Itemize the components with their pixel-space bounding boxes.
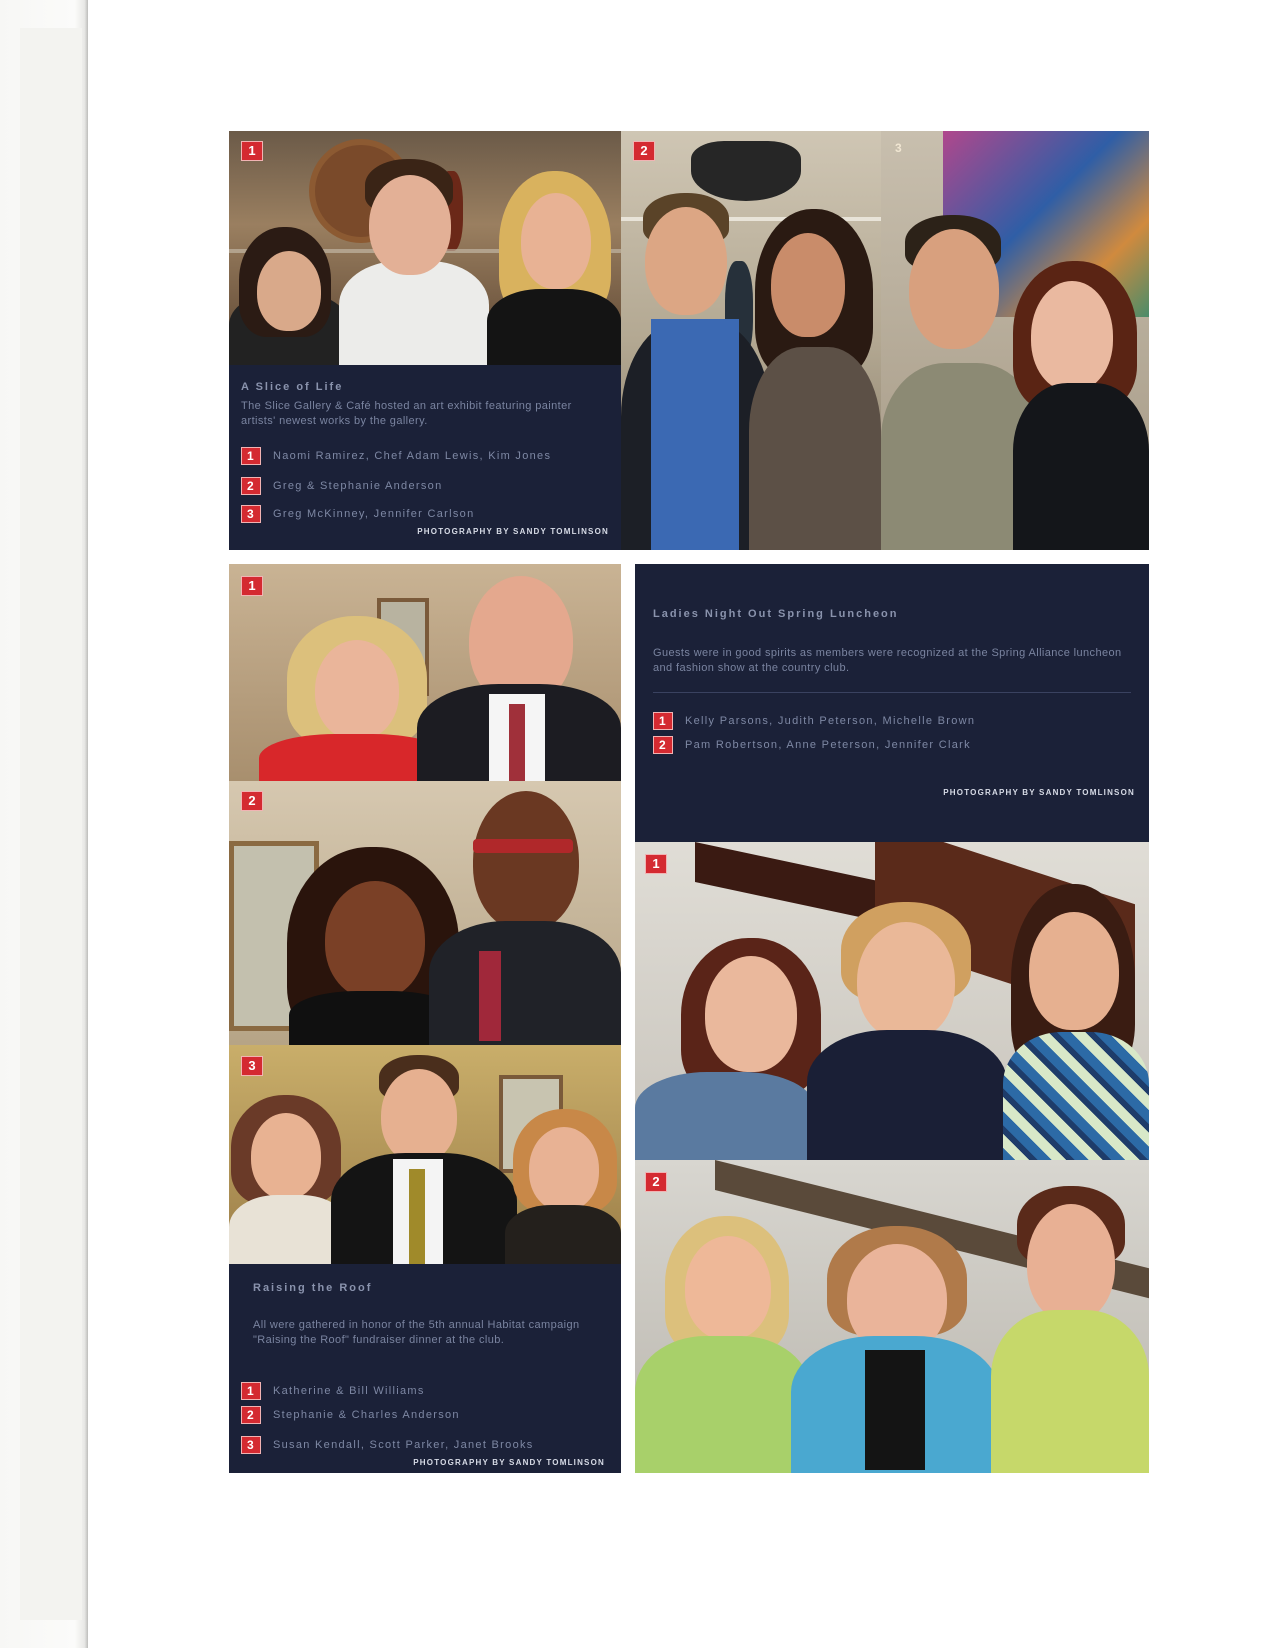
person-face [645,207,727,315]
necktie [409,1169,425,1264]
caption-names: Kelly Parsons, Judith Peterson, Michelle Brown [685,715,976,727]
caption-number: 2 [653,736,673,754]
left-column [229,564,621,1473]
black-top [865,1350,925,1470]
caption-names: Katherine & Bill Williams [273,1385,425,1397]
right-column [635,564,1149,1473]
person-body [1013,383,1149,550]
person-body [635,1336,811,1473]
person-face [529,1127,599,1211]
necktie [509,704,525,781]
caption-title: Ladies Night Out Spring Luncheon [653,608,899,620]
decor-pot [691,141,801,201]
person-face [381,1069,457,1163]
person-body [429,921,621,1045]
caption-number: 2 [241,477,261,495]
caption-row [241,1406,460,1424]
person-face [257,251,321,331]
photo-number-badge: 2 [633,141,655,161]
top-photo-1 [229,131,621,365]
caption-number: 3 [241,505,261,523]
top-photo-3 [881,131,1149,550]
right-photo-1 [635,842,1149,1160]
person-face [685,1236,771,1340]
person-face [473,791,579,931]
left-photo-3 [229,1045,621,1264]
caption-row [241,505,475,523]
person-body [807,1030,1007,1160]
caption-row [241,1436,534,1454]
person-body [339,261,489,365]
caption-names: Susan Kendall, Scott Parker, Janet Brooks [273,1439,534,1451]
caption-description: Guests were in good spirits as members were recognized at the Spring Alliance luncheon and fashion show at the country club. [653,647,1122,674]
divider [653,692,1131,693]
necktie [479,951,501,1041]
photo-number-badge: 1 [241,576,263,596]
photo-number-badge: 3 [241,1056,263,1076]
caption-title: Raising the Roof [253,1282,373,1294]
top-photo-2 [621,131,881,550]
top-spread [229,131,1149,550]
caption-names: Greg & Stephanie Anderson [273,480,443,492]
person-body [991,1310,1149,1473]
person-face [1029,912,1119,1030]
caption-row [653,736,971,754]
person-face [1027,1204,1115,1322]
photo-credit: PHOTOGRAPHY BY SANDY TOMLINSON [417,527,609,536]
person-face [705,956,797,1072]
caption-names: Naomi Ramirez, Chef Adam Lewis, Kim Jones [273,450,552,462]
caption-row [241,1382,425,1400]
caption-number: 1 [241,1382,261,1400]
person-body [635,1072,815,1160]
caption-names: Pam Robertson, Anne Peterson, Jennifer Clark [685,739,971,751]
person-body [1003,1032,1149,1160]
caption-description: All were gathered in honor of the 5th annual Habitat campaign "Raising the Roof" fundraiser dinner at the club. [253,1319,580,1346]
person-face [521,193,591,289]
person-body [505,1205,621,1264]
photo-number-badge: 2 [645,1172,667,1192]
person-body [487,289,621,365]
person-face [909,229,999,349]
caption-number: 2 [241,1406,261,1424]
caption-number: 1 [241,447,261,465]
caption-names: Stephanie & Charles Anderson [273,1409,460,1421]
person-face [251,1113,321,1199]
left-photo-1 [229,564,621,781]
photo-number-badge: 1 [241,141,263,161]
person-face [325,881,425,999]
caption-row [241,447,551,465]
left-photo-2 [229,781,621,1045]
person-face [771,233,845,337]
caption-description: The Slice Gallery & Café hosted an art exhibit featuring painter artists' newest works by the gallery. [241,400,572,427]
photo-credit: PHOTOGRAPHY BY SANDY TOMLINSON [943,788,1135,797]
left-caption-box [229,1264,621,1473]
blue-shirt [651,319,739,550]
caption-number: 1 [653,712,673,730]
right-caption-box [635,564,1149,842]
photo-credit: PHOTOGRAPHY BY SANDY TOMLINSON [413,1458,605,1467]
person-face [369,175,451,275]
caption-title: A Slice of Life [241,381,344,393]
caption-number: 3 [241,1436,261,1454]
caption-row [241,477,442,495]
top-caption-box [229,365,621,550]
person-face [857,922,955,1040]
eyeglasses [473,839,573,853]
page-binding-edge [0,0,88,1648]
right-photo-2 [635,1160,1149,1473]
person-face [1031,281,1113,391]
photo-number-badge: 2 [241,791,263,811]
photo-number-badge: 3 [895,141,902,155]
person-body [749,347,881,550]
caption-row [653,712,975,730]
person-face [315,640,399,740]
photo-number-badge: 1 [645,854,667,874]
caption-names: Greg McKinney, Jennifer Carlson [273,508,475,520]
